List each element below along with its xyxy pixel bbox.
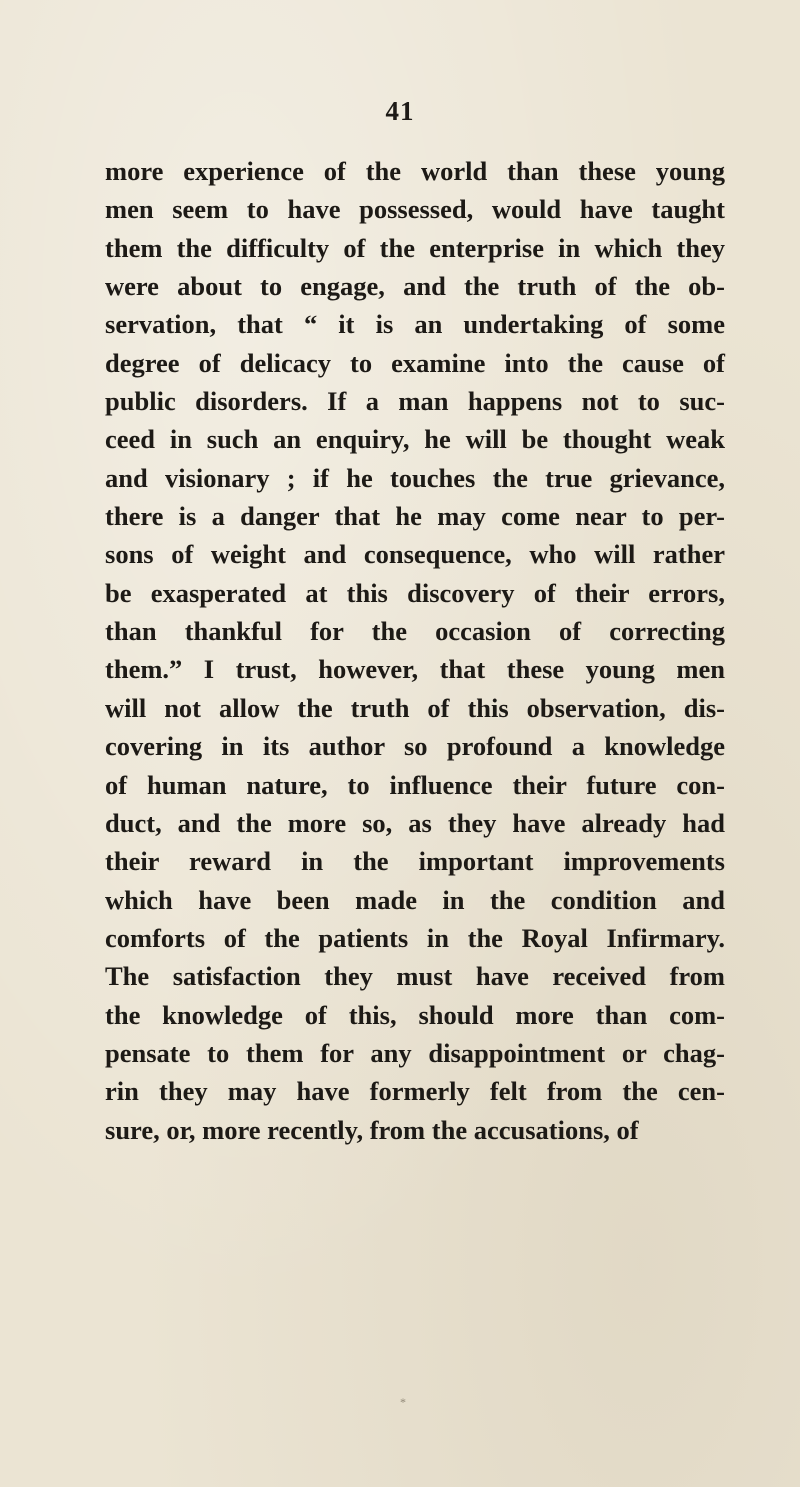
- text-line: the knowledge of this, should more than com-: [105, 999, 725, 1030]
- text-line: rin they may have formerly felt from the cen-: [105, 1076, 725, 1107]
- text-line: sure, or, more recently, from the accusations, of: [105, 1114, 639, 1145]
- text-line: and visionary ; if he touches the true grievance,: [105, 462, 725, 493]
- footer-mark: *: [400, 1395, 406, 1409]
- text-line: degree of delicacy to examine into the cause of: [105, 347, 725, 378]
- text-line: their reward in the important improvements: [105, 846, 725, 877]
- text-line: sons of weight and consequence, who will rather: [105, 539, 725, 570]
- text-line: of human nature, to influence their future con-: [105, 769, 725, 800]
- text-line: covering in its author so profound a knowledge: [105, 731, 725, 762]
- text-line: than thankful for the occasion of correcting: [105, 616, 725, 647]
- text-line: pensate to them for any disappointment or chag-: [105, 1037, 725, 1068]
- text-line: ceed in such an enquiry, he will be thought weak: [105, 424, 725, 455]
- text-line: comforts of the patients in the Royal Infirmary.: [105, 922, 725, 953]
- text-line: more experience of the world than these young: [105, 156, 725, 186]
- text-line: The satisfaction they must have received from: [105, 961, 725, 992]
- page-number: 41: [385, 96, 415, 126]
- text-line: duct, and the more so, as they have already had: [105, 807, 725, 838]
- body-text: [105, 152, 725, 1149]
- text-line: be exasperated at this discovery of their errors,: [105, 577, 725, 608]
- text-line: men seem to have possessed, would have taught: [105, 194, 725, 225]
- text-line: public disorders. If a man happens not to suc-: [105, 386, 725, 417]
- text-line: which have been made in the condition and: [105, 884, 725, 915]
- text-line: servation, that “ it is an undertaking of some: [105, 309, 725, 340]
- text-line: there is a danger that he may come near to per-: [105, 501, 725, 532]
- text-line: were about to engage, and the truth of the ob-: [105, 271, 725, 302]
- text-line: will not allow the truth of this observation, dis-: [105, 692, 725, 723]
- text-line: them the difficulty of the enterprise in which they: [105, 232, 725, 263]
- text-line: them.” I trust, however, that these young men: [105, 654, 725, 685]
